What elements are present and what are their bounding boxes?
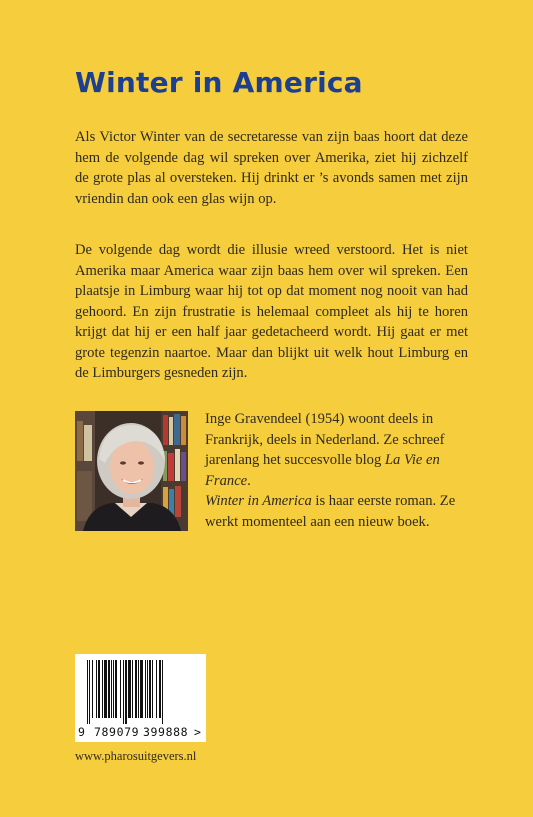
blog-name: La Vie en France: [205, 452, 440, 489]
author-bio: [205, 409, 475, 533]
author-photo: [75, 411, 188, 531]
isbn-arrow: >: [194, 725, 201, 739]
author-bio-text-1: Inge Gravendeel (1954) woont deels in Frankrijk, deels in Nederland. Ze schreef jarenlang het succesvolle blog: [205, 411, 445, 469]
isbn-group-1: 789079: [94, 725, 140, 739]
author-bio-text-3: is haar eerste roman. Ze werkt momenteel aan een nieuw boek.: [205, 493, 456, 530]
isbn-barcode: [75, 654, 206, 742]
book-title: Winter in America: [75, 66, 363, 99]
isbn-number: [75, 725, 206, 739]
barcode-bars: [75, 654, 206, 724]
blurb-paragraph-1: Als Victor Winter van de secretaresse van zijn baas hoort dat deze hem de volgende dag wil spreken over Amerika, ziet hij zichzelf de grote plas al oversteken. Hij drinkt er ’s avonds samen met zijn vriendin dan ook een glas wijn op.: [75, 129, 468, 207]
blurb-paragraph-2: De volgende dag wordt die illusie wreed verstoord. Het is niet Amerika maar America waar zijn baas hem over wil spreken. Een plaatsje in Limburg waar hij tot op dat moment nog nooit van had gehoord. En zijn frustratie is helemaal compleet als hij te horen krijgt dat hij er een half jaar gedetacheerd wordt. Hij gaat er met grote tegenzin naartoe. Maar dan blijkt uit welk hout Limburg en de Limburgers gesneden zijn.: [75, 242, 468, 381]
isbn-group-2: 399888: [143, 725, 189, 739]
author-portrait-image: [75, 411, 188, 531]
isbn-first-digit: 9: [78, 725, 85, 739]
publisher-url: www.pharosuitgevers.nl: [75, 749, 197, 763]
bio-book-title: Winter in America: [205, 493, 312, 510]
author-bio-text-2: .: [247, 472, 251, 489]
